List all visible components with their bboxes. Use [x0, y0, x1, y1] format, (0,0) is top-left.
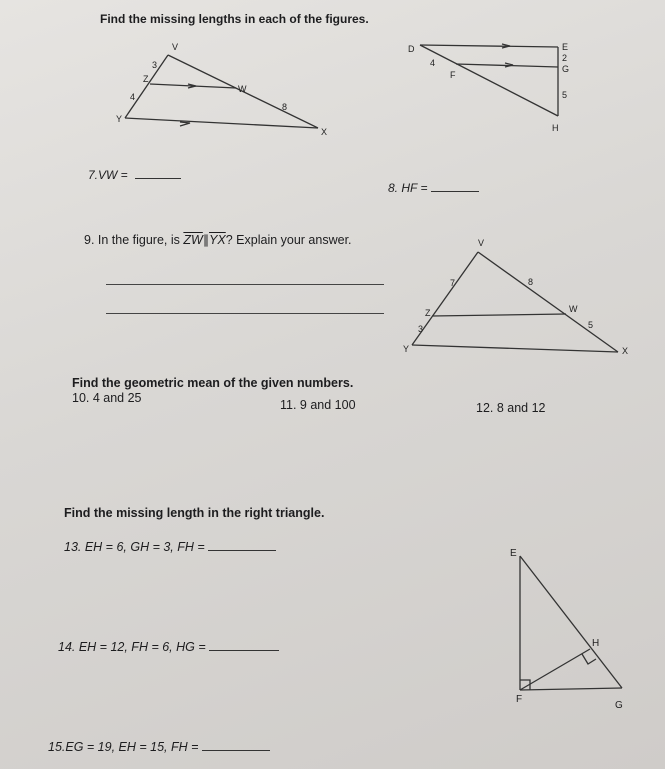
question-9-prefix: 9. In the figure, is — [84, 233, 180, 247]
fig4-label-e: E — [510, 548, 517, 559]
fig1-label-3: 3 — [152, 60, 158, 70]
fig2-label-g: G — [562, 64, 570, 74]
section-heading-right-triangle: Find the missing length in the right triangle. — [64, 506, 325, 520]
question-11: 11. 9 and 100 — [280, 398, 356, 412]
fig2-label-f: F — [450, 70, 456, 80]
fig4-label-h: H — [592, 638, 600, 649]
fig1-label-w: W — [238, 84, 247, 94]
segment-zw: $\overline{ZW}$ — [183, 233, 203, 247]
section-heading-missing-lengths: Find the missing lengths in each of the figures. — [100, 12, 369, 26]
question-9-suffix: ? Explain your answer. — [225, 233, 352, 247]
section-heading-geometric-mean: Find the geometric mean of the given numbers. — [72, 376, 354, 390]
question-13-text: 13. EH = 6, GH = 3, FH = — [64, 540, 205, 554]
fig4-label-f: F — [516, 694, 523, 705]
fig3-label-z: Z — [425, 308, 431, 318]
question-10: 10. 4 and 25 — [72, 391, 142, 405]
fig2-label-e: E — [562, 42, 569, 52]
fig1-label-z: Z — [143, 74, 149, 84]
fig1-label-y: Y — [116, 114, 123, 124]
fig1-label-8: 8 — [282, 102, 288, 112]
fig3-label-7: 7 — [450, 278, 456, 288]
fig3-label-5: 5 — [588, 320, 594, 330]
fig3-label-y: Y — [403, 344, 410, 354]
fig1-label-4: 4 — [130, 92, 136, 102]
fig2-label-5: 5 — [562, 90, 568, 100]
fig1-label-v: V — [172, 42, 179, 52]
fig2-label-4: 4 — [430, 58, 436, 68]
fig3-label-3: 3 — [418, 324, 424, 334]
question-14-text: 14. EH = 12, FH = 6, HG = — [58, 640, 206, 654]
question-12: 12. 8 and 12 — [476, 401, 546, 415]
segment-yx: $\overline{YX}$ — [209, 233, 226, 247]
fig2-label-h: H — [552, 123, 559, 133]
question-7-text: 7.VW = — [88, 168, 128, 182]
fig3-label-w: W — [569, 304, 578, 314]
question-8-text: 8. HF = — [388, 181, 428, 195]
fig4-label-g: G — [615, 700, 623, 711]
fig3-label-8: 8 — [528, 277, 534, 287]
question-15-text: 15.EG = 19, EH = 15, FH = — [48, 740, 199, 754]
fig2-label-d: D — [408, 44, 415, 54]
fig2-label-2: 2 — [562, 53, 568, 63]
parallel-symbol: ∥ — [202, 233, 210, 247]
fig3-label-v: V — [478, 238, 485, 248]
fig3-label-x: X — [622, 346, 629, 356]
fig1-label-x: X — [321, 127, 328, 137]
